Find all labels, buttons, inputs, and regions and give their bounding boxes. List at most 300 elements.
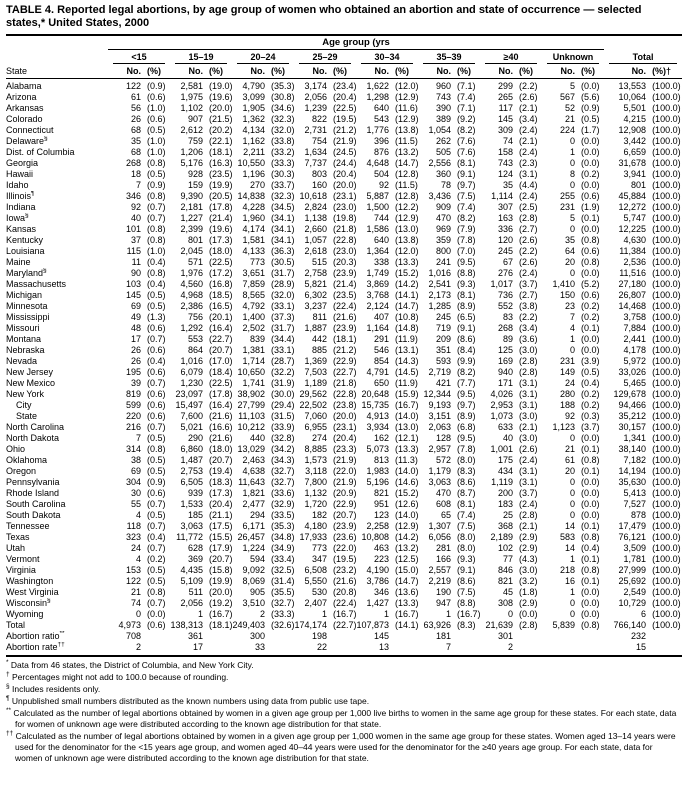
cell-no: 1,119 — [491, 477, 513, 487]
cell-no: 10,064 — [618, 92, 647, 102]
cell-no: 92 — [130, 202, 141, 212]
cell-pct: (11.9) — [395, 334, 418, 344]
cell-no: 1,285 — [428, 301, 451, 311]
cell-pct: (100.0) — [652, 532, 681, 542]
cell-pct: (0.0) — [581, 510, 600, 520]
table-row — [6, 213, 682, 224]
cell-pct: (16.4) — [209, 400, 233, 410]
state-cell: Arizona — [6, 92, 37, 102]
cell-no: 951 — [373, 499, 389, 509]
cell-pct: (100.0) — [652, 136, 681, 146]
cell-pct: (36.3) — [271, 246, 295, 256]
cell-no: 163 — [497, 213, 513, 223]
cell-pct: (17.3) — [209, 235, 233, 245]
cell-pct: (33.9) — [271, 422, 295, 432]
cell-pct: (20.9) — [333, 488, 357, 498]
cell-pct: (10.8) — [395, 312, 419, 322]
table-row — [6, 279, 682, 290]
cell-pct: (7.6) — [457, 136, 476, 146]
cell-pct: (8.3) — [457, 620, 476, 630]
cell-pct: (0.0) — [581, 598, 600, 608]
cell-no: 813 — [373, 455, 389, 465]
cell-no: 103 — [125, 279, 141, 289]
cell-no: 839 — [249, 334, 265, 344]
cell-no: 1,381 — [242, 345, 265, 355]
cell-pct: (0.0) — [581, 180, 600, 190]
cell-pct: (0.9) — [147, 180, 166, 190]
cell-no: 245 — [435, 312, 451, 322]
cell-no: 20 — [564, 257, 575, 267]
cell-no: 905 — [249, 587, 265, 597]
cell-no: 846 — [497, 565, 513, 575]
cell-pct: (33.2) — [271, 147, 295, 157]
cell-pct: (15.5) — [209, 532, 233, 542]
cell-no: 15,735 — [361, 400, 389, 410]
cell-no: 291 — [373, 334, 389, 344]
cell-pct: (20.4) — [209, 499, 233, 509]
cell-no: 117 — [498, 103, 513, 113]
cell-no: 280 — [559, 389, 575, 399]
cell-pct: (14.3) — [395, 356, 419, 366]
cell-pct: (0.7) — [147, 543, 166, 553]
cell-no: 92 — [378, 180, 389, 190]
cell-pct: (0.2) — [581, 389, 600, 399]
cell-pct: (8.6) — [457, 576, 476, 586]
cell-no: 599 — [125, 400, 141, 410]
cell-pct: (8.6) — [457, 334, 476, 344]
cell-no: 2,731 — [304, 125, 327, 135]
cell-no: 38 — [130, 455, 141, 465]
cell-no: 5,972 — [623, 356, 647, 366]
cell-pct: (0.5) — [147, 576, 166, 586]
cell-pct: (34.1) — [271, 235, 295, 245]
cell-pct — [143, 642, 170, 656]
cell-no: 6,955 — [304, 422, 327, 432]
cell-pct: (0.5) — [147, 433, 166, 443]
cell-pct: (0.6) — [147, 411, 166, 421]
cell-pct: (13.0) — [395, 224, 419, 234]
cell-no: 198 — [311, 631, 327, 641]
cell-pct: (0.1) — [581, 323, 600, 333]
cell-no: 14 — [564, 543, 575, 553]
footnote: † Percentages might not add to 100.0 because of rounding. — [6, 671, 229, 682]
cell-no: 2,953 — [490, 400, 513, 410]
cell-no: 224 — [559, 125, 575, 135]
cell-no: 2,758 — [304, 268, 327, 278]
table-row — [6, 532, 682, 543]
cell-no: 294 — [249, 510, 265, 520]
cell-no: 1,206 — [180, 147, 203, 157]
cell-pct: (3.7) — [581, 422, 600, 432]
cell-no: 249,403 — [232, 620, 265, 630]
cell-pct: (8.6) — [457, 477, 476, 487]
cell-no: 567 — [559, 92, 575, 102]
cell-no: 0 — [569, 499, 575, 509]
cell-pct: (30.3) — [271, 169, 295, 179]
cell-no: 107,873 — [356, 620, 389, 630]
cell-pct: (100.0) — [652, 290, 681, 300]
cell-pct: (34.4) — [271, 334, 295, 344]
cell-no: 0 — [569, 609, 575, 619]
cell-no: 4,228 — [242, 202, 265, 212]
cell-no: 463 — [373, 543, 389, 553]
state-cell: Montana — [6, 334, 42, 344]
age-group-label: 25–29 — [294, 50, 356, 64]
cell-no: 6,056 — [428, 532, 451, 542]
cell-no: 4,215 — [623, 114, 647, 124]
state-cell: Maine — [6, 257, 31, 267]
cell-no: 593 — [435, 356, 451, 366]
cell-no: 4,648 — [366, 158, 389, 168]
cell-pct: (14.0) — [395, 466, 419, 476]
cell-pct: (21.6) — [333, 576, 357, 586]
state-cell: Virginia — [6, 565, 36, 575]
cell-pct: (0.8) — [581, 455, 600, 465]
cell-no: 421 — [435, 378, 451, 388]
cell-pct: (0.6) — [147, 389, 166, 399]
cell-no: 223 — [373, 554, 389, 564]
cell-pct: (32.7) — [271, 598, 295, 608]
cell-no: 2,063 — [428, 422, 451, 432]
cell-no: 1,189 — [304, 378, 327, 388]
cell-no: 1,102 — [180, 103, 203, 113]
cell-no: 5,196 — [366, 477, 389, 487]
cell-pct: (7.4) — [457, 510, 476, 520]
state-cell: Tennessee — [6, 521, 50, 531]
cell-pct: (12.0) — [395, 246, 419, 256]
table-row — [6, 499, 682, 510]
table-row — [6, 125, 682, 136]
cell-pct: (13.3) — [395, 598, 419, 608]
cell-pct: (23.2) — [333, 565, 357, 575]
cell-pct: (24.5) — [333, 147, 357, 157]
cell-no: 960 — [435, 81, 451, 91]
cell-no: 26,807 — [618, 290, 647, 300]
cell-pct: (8.9) — [457, 411, 476, 421]
cell-pct: (0.7) — [147, 378, 166, 388]
cell-pct: (100.0) — [652, 598, 681, 608]
cell-pct: (100.0) — [652, 180, 681, 190]
cell-pct: (100.0) — [652, 125, 681, 135]
cell-no: 1 — [383, 609, 389, 619]
cell-no: 1,307 — [428, 521, 451, 531]
cell-no: 4,913 — [366, 411, 389, 421]
cell-no: 123 — [373, 510, 389, 520]
cell-pct: (100.0) — [652, 279, 681, 289]
no-column-header: No. — [542, 64, 577, 79]
cell-no: 17,933 — [299, 532, 327, 542]
cell-no: 124 — [497, 169, 513, 179]
cell-no: 969 — [435, 224, 451, 234]
cell-no: 5 — [569, 213, 575, 223]
cell-no: 2,181 — [180, 202, 203, 212]
cell-no: 299 — [497, 81, 513, 91]
cell-no: 4,178 — [623, 345, 647, 355]
cell-pct: (17.8) — [209, 389, 233, 399]
cell-pct: (18.0) — [209, 444, 233, 454]
cell-pct — [577, 642, 604, 656]
cell-pct — [453, 642, 480, 656]
cell-no: 281 — [435, 543, 451, 553]
cell-pct: (13.8) — [395, 125, 419, 135]
pct-column-header: (%) — [329, 64, 356, 79]
cell-pct: (0.6) — [581, 191, 600, 201]
cell-no: 25,692 — [618, 576, 647, 586]
cell-no: 0 — [569, 136, 575, 146]
cell-pct: (3.4) — [519, 323, 538, 333]
cell-pct: (2.8) — [519, 213, 538, 223]
cell-pct: (0.0) — [581, 268, 600, 278]
table-row — [6, 422, 682, 433]
cell-no: 11,103 — [238, 411, 265, 421]
table-row — [6, 356, 682, 367]
cell-pct: (22.5) — [333, 103, 357, 113]
cell-pct: (23.6) — [333, 532, 357, 542]
table-row — [6, 224, 682, 235]
cell-pct: (14.1) — [395, 620, 419, 630]
cell-pct: (0.4) — [581, 378, 600, 388]
cell-no: 78 — [440, 180, 451, 190]
cell-no: 13,553 — [618, 81, 647, 91]
cell-pct: (6.5) — [457, 312, 476, 322]
cell-no: 5,550 — [304, 576, 327, 586]
no-column-header: No. — [356, 64, 391, 79]
cell-no: 3,063 — [180, 521, 203, 531]
cell-no: 5,821 — [304, 279, 327, 289]
cell-pct: (0.7) — [147, 202, 166, 212]
cell-pct: (21.6) — [209, 411, 233, 421]
state-cell: Nebraska — [6, 345, 45, 355]
cell-pct: (7.9) — [457, 224, 476, 234]
cell-no: 1,776 — [366, 125, 389, 135]
cell-no: 3,510 — [242, 598, 265, 608]
footnote-marker: * — [6, 659, 9, 667]
cell-pct: (22.7) — [333, 367, 357, 377]
cell-no: 209 — [435, 334, 451, 344]
cell-no: 265 — [497, 92, 513, 102]
cell-no: 35 — [130, 136, 141, 146]
cell-no: 1,410 — [552, 279, 575, 289]
cell-pct: (100.0) — [652, 554, 681, 564]
cell-pct: (0.8) — [147, 158, 166, 168]
cell-pct: (2.1) — [519, 103, 538, 113]
table-body — [6, 79, 682, 657]
no-column-header: No. — [480, 64, 515, 79]
cell-pct: (2.3) — [519, 158, 538, 168]
cell-no: 307 — [497, 202, 513, 212]
cell-pct: (3.1) — [519, 477, 538, 487]
cell-no: 153 — [125, 565, 141, 575]
cell-no: 4,791 — [366, 367, 389, 377]
cell-pct: (16.3) — [209, 158, 233, 168]
cell-pct: (2.4) — [519, 455, 538, 465]
cell-pct: (3.0) — [519, 411, 538, 421]
cell-no: 2,056 — [304, 92, 327, 102]
cell-no: 22 — [294, 642, 329, 656]
cell-pct: (7.7) — [457, 378, 476, 388]
cell-pct: (20.0) — [333, 180, 357, 190]
cell-no: 6,659 — [623, 147, 647, 157]
cell-pct — [205, 631, 232, 642]
cell-no: 3,099 — [242, 92, 265, 102]
cell-no: 138,313 — [170, 620, 203, 630]
state-cell: Iowa§ — [6, 213, 29, 223]
cell-no: 442 — [311, 334, 327, 344]
cell-pct: (100.0) — [652, 147, 681, 157]
cell-no: 26 — [130, 345, 141, 355]
cell-no: 323 — [125, 532, 141, 542]
state-cell: New Mexico — [6, 378, 56, 388]
state-cell: Abortion rate†† — [6, 642, 108, 656]
cell-pct — [515, 642, 542, 656]
cell-pct: (33.4) — [271, 554, 295, 564]
cell-pct: (0.6) — [581, 246, 600, 256]
cell-no: 553 — [187, 334, 203, 344]
cell-no: 2 — [108, 642, 143, 656]
cell-pct: (9.7) — [457, 400, 476, 410]
cell-pct: (100.0) — [652, 477, 681, 487]
cell-no: 1,975 — [180, 92, 203, 102]
table-row — [6, 609, 682, 620]
cell-pct: (17.5) — [209, 521, 233, 531]
table-header — [6, 35, 682, 79]
cell-no: 5,021 — [180, 422, 203, 432]
footnote-marker: †† — [57, 642, 65, 648]
cell-no: 822 — [311, 114, 327, 124]
cell-no: 21 — [564, 114, 575, 124]
cell-pct: (0.1) — [581, 213, 600, 223]
cell-pct — [267, 642, 294, 656]
cell-no: 7,060 — [304, 411, 327, 421]
cell-pct: (2.8) — [519, 620, 538, 630]
cell-pct: (0.9) — [581, 103, 600, 113]
cell-no: 1,905 — [242, 103, 265, 113]
header-groups-row — [6, 50, 682, 64]
cell-pct: (7.8) — [457, 235, 476, 245]
pct-column-header: (%) — [453, 64, 480, 79]
cell-no: 166 — [435, 554, 451, 564]
cell-no: 92 — [564, 411, 575, 421]
state-cell: North Dakota — [6, 433, 60, 443]
state-cell: New York — [6, 389, 45, 399]
cell-no: 1,976 — [180, 268, 203, 278]
cell-pct: (22.4) — [333, 598, 357, 608]
cell-pct: (100.0) — [652, 301, 681, 311]
cell-no: 773 — [311, 543, 327, 553]
cell-no: 0 — [135, 609, 141, 619]
cell-no: 274 — [311, 433, 327, 443]
cell-pct: (16.8) — [209, 279, 233, 289]
cell-pct: (9.1) — [457, 169, 476, 179]
state-cell: Kansas — [6, 224, 37, 234]
cell-pct: (9.1) — [457, 565, 476, 575]
cell-pct: (13.2) — [395, 543, 419, 553]
cell-no: 396 — [373, 136, 389, 146]
cell-pct: (3.1) — [519, 400, 538, 410]
cell-no: 1,487 — [180, 455, 203, 465]
cell-no: 31,678 — [618, 158, 647, 168]
cell-no: 543 — [373, 114, 389, 124]
pct-column-header: (%) — [267, 64, 294, 79]
cell-pct: (100.0) — [652, 378, 681, 388]
cell-no: 45 — [502, 587, 513, 597]
cell-no: 182 — [311, 510, 327, 520]
cell-pct: (0.9) — [147, 477, 166, 487]
table-row — [6, 257, 682, 268]
cell-pct: (100.0) — [652, 521, 681, 531]
cell-no: 24 — [130, 543, 141, 553]
state-cell: Abortion ratio** — [6, 631, 65, 641]
cell-pct: (7.5) — [457, 587, 476, 597]
cell-pct: (1.0) — [147, 147, 166, 157]
cell-pct: (34.8) — [271, 532, 295, 542]
cell-no: 1,073 — [490, 411, 513, 421]
cell-pct: (2.7) — [519, 290, 538, 300]
cell-no: 5,839 — [552, 620, 575, 630]
cell-pct: (32.8) — [271, 433, 295, 443]
cell-no: 2,549 — [623, 587, 647, 597]
footnote-marker: § — [47, 598, 51, 604]
cell-pct: (0.0) — [581, 334, 600, 344]
state-column-header: State — [6, 64, 108, 79]
state-cell: Oregon — [6, 466, 37, 476]
footnote-marker: § — [44, 136, 48, 142]
cell-pct: (19.8) — [333, 213, 357, 223]
cell-pct: (19.5) — [333, 114, 357, 124]
cell-pct: (8.0) — [457, 532, 476, 542]
cell-pct: (12.6) — [395, 499, 419, 509]
cell-no: 5,887 — [366, 191, 389, 201]
cell-pct: (16.5) — [209, 301, 233, 311]
state-cell: Pennsylvania — [6, 477, 60, 487]
cell-no: 940 — [497, 367, 513, 377]
cell-no: 77 — [502, 554, 513, 564]
cell-no: 10,550 — [237, 158, 265, 168]
state-cell: New Jersey — [6, 367, 54, 377]
cell-pct: (100.0) — [652, 356, 681, 366]
cell-no: 1,001 — [490, 444, 513, 454]
cell-no: 21 — [564, 444, 575, 454]
cell-pct: (16.6) — [209, 422, 233, 432]
cell-no: 1,114 — [491, 191, 513, 201]
cell-no: 928 — [187, 169, 203, 179]
cell-no: 162 — [373, 433, 389, 443]
state-cell: Massachusetts — [6, 279, 67, 289]
cell-pct: (23.3) — [333, 444, 357, 454]
cell-no: 885 — [311, 345, 327, 355]
cell-pct: (3.0) — [519, 433, 538, 443]
state-cell: Colorado — [6, 114, 43, 124]
cell-no: 218 — [559, 565, 575, 575]
cell-no: 8 — [569, 169, 575, 179]
cell-no: 11,772 — [176, 532, 203, 542]
cell-no: 909 — [435, 202, 451, 212]
cell-pct: (2.2) — [519, 81, 538, 91]
cell-pct: (32.5) — [271, 565, 295, 575]
cell-no: 2,407 — [304, 598, 327, 608]
table-row — [6, 92, 682, 103]
cell-no: 150 — [559, 290, 575, 300]
cell-pct: (34.3) — [271, 455, 295, 465]
cell-pct: (100.0) — [652, 257, 681, 267]
cell-pct — [391, 642, 418, 656]
cell-pct: (32.7) — [271, 466, 295, 476]
table-row — [6, 246, 682, 257]
no-column-header: No. — [108, 64, 143, 79]
cell-pct: (14.7) — [395, 576, 419, 586]
cell-pct: (14.0) — [395, 411, 419, 421]
cell-pct: (2.1) — [519, 136, 538, 146]
